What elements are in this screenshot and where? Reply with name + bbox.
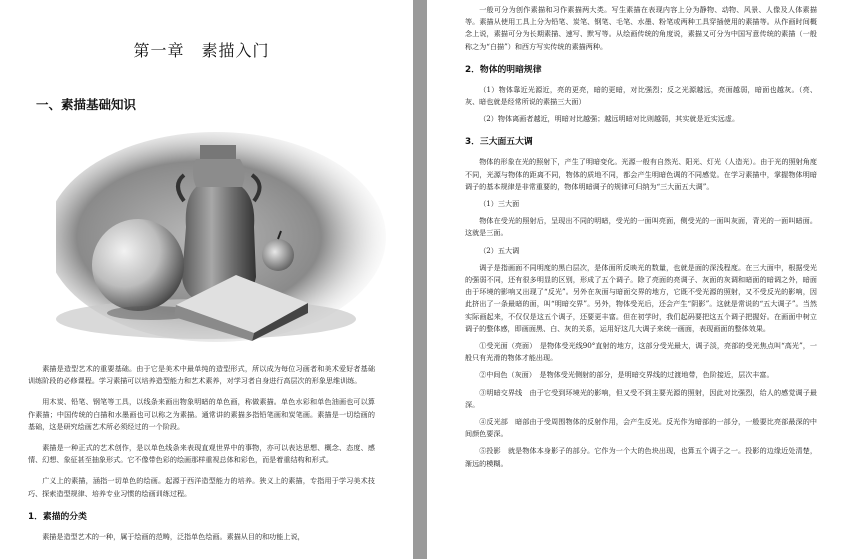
paragraph: 一般可分为创作素描和习作素描两大类。写生素描在表现内容上分为静物、动物、风景、人像及人体素描等。素描从使用工具上分为铅笔、炭笔、钢笔、毛笔、水墨、粉笔或两种工具穿插使用的素描等。从作画时间概念上说，素描可分为长期素描、速写、默写等。从绘画传统的角度说，素描又可分为中国写意传统的素描（一般称之为“白描”）和西方写实传统的素描两种。 [465, 5, 817, 51]
chapter-title: 第一章 素描入门 [133, 41, 270, 60]
paragraph: ①受光面（亮面） 是物体受光线90°直射的地方，这部分受光最大，调子淡，亮部的受光焦点叫“高光”，一般只有光滑的物体才能出现。 [465, 341, 817, 363]
paragraph: （2）五大调 [479, 245, 520, 255]
subsection-heading: 3．三大面五大调 [465, 137, 533, 148]
paragraph: 用木炭、铅笔、钢笔等工具，以线条来画出物象明暗的单色画，称做素描。单色水彩和单色油画也可以算作素描；中国传统的白描和水墨画也可以称之为素描。通常讲的素描多指铅笔画和炭笔画。素描是一切绘画的基础，这是研究绘画艺术所必须经过的一个阶段。 [28, 397, 375, 431]
paragraph: 调子是指画面不同明度的黑白层次，是体面所反映光的数量，也就是面的深浅程度。在三大面中，根据受光的强弱不同，还有很多明显的区别，形成了五个调子。除了亮面的亮调子、灰面的灰调和暗面的暗调之外，暗面由于环境的影响又出现了“反光”。另外在灰面与暗面交界的地方，它既不受光源的照射，又不受反光的影响，因此挤出了一条最暗的面，叫“明暗交界”。另外，物体受光后，还会产生“阴影”。这就是常说的“五大调子”。当然实际画起来，不仅仅是这五个调子，还要更丰富。但在初学时，我们起码要把这五个调子把握好。在画面中树立调子的整体感，即画面黑、白、灰的关系，运用好这几大调子来统一画面，表现画面的整体效果。 [465, 262, 817, 333]
paragraph: 广义上的素描，涵指一切单色的绘画。起源于西洋造型能力的培养。狭义上的素描，专指用于学习美术技巧、探索造型规律、培养专业习惯的绘画训练过程。 [28, 476, 375, 498]
paragraph: 物体的形象在光的照射下，产生了明暗变化。光源一般有自然光、阳光、灯光（人造光）。由于光的照射角度不同，光源与物体的距离不同，物体的质地不同，都会产生明暗色调的不同感觉。在学习素描中，掌握物体明暗调子的基本规律是非常重要的，物体明暗调子的规律可归纳为“三大面五大调”。 [465, 157, 817, 191]
section-heading: 一、素描基础知识 [36, 97, 137, 112]
paragraph: 素描是一种正式的艺术创作，是以单色线条来表现直观世界中的事物，亦可以表达思想、概念、态度、感情、幻想、象征甚至抽象形式。它不像带色彩的绘画那样重视总体和彩色，而是着重结构和形式。 [28, 443, 375, 465]
paragraph: ③明暗交界线 由于它受到环境光的影响，但又受不到主要光源的照射，因此对比强烈，给人的感觉调子最深。 [465, 387, 817, 409]
paragraph: （2）物体离画者越近，明暗对比越强；越远明暗对比则越弱，其实就是近实远虚。 [479, 114, 740, 124]
subsection-heading: 1．素描的分类 [28, 511, 87, 522]
paragraph: ④反光部 暗部由于受周围物体的反射作用，会产生反光。反光作为暗部的一部分，一般要比亮部最深的中间颜色要深。 [465, 417, 817, 439]
paragraph: ⑤投影 就是物体本身影子的部分。它作为一个大的色块出现，也算五个调子之一。投影的边缘近处清楚，渐远的模糊。 [465, 446, 817, 468]
paragraph: （1）三大面 [479, 199, 520, 209]
paragraph: ②中间色（灰面） 是物体受光侧射的部分，是明暗交界线的过渡地带，色阶接近，层次丰富。 [479, 370, 774, 380]
subsection-heading: 2．物体的明暗规律 [465, 64, 542, 75]
paragraph: 素描是造型艺术的一种，属于绘画的范畴，泛指单色绘画。素描从目的和功能上说， [42, 531, 305, 541]
paragraph: （1）物体靠近光源近，亮的更亮，暗的更暗，对比强烈；反之光源越远，亮面越弱，暗面也越灰。（亮、灰、暗也就是经常所说的素描三大面） [465, 84, 817, 107]
still-life-illustration [56, 127, 388, 345]
paragraph: 素描是造型艺术的重要基础。由于它是美术中最单纯的造型形式，所以成为每位习画者和美术爱好者基础训练阶段的必修课程。学习素描可以培养造型能力和艺术素养，对学习者自身进行高层次的形象思维训练。 [28, 364, 375, 386]
left-page [0, 0, 413, 559]
right-page [427, 0, 843, 559]
paragraph: 物体在受光的照射后，呈现出不同的明暗，受光的一面叫亮面，侧受光的一面叫灰面，背光的一面叫暗面。这就是三面。 [465, 216, 817, 238]
